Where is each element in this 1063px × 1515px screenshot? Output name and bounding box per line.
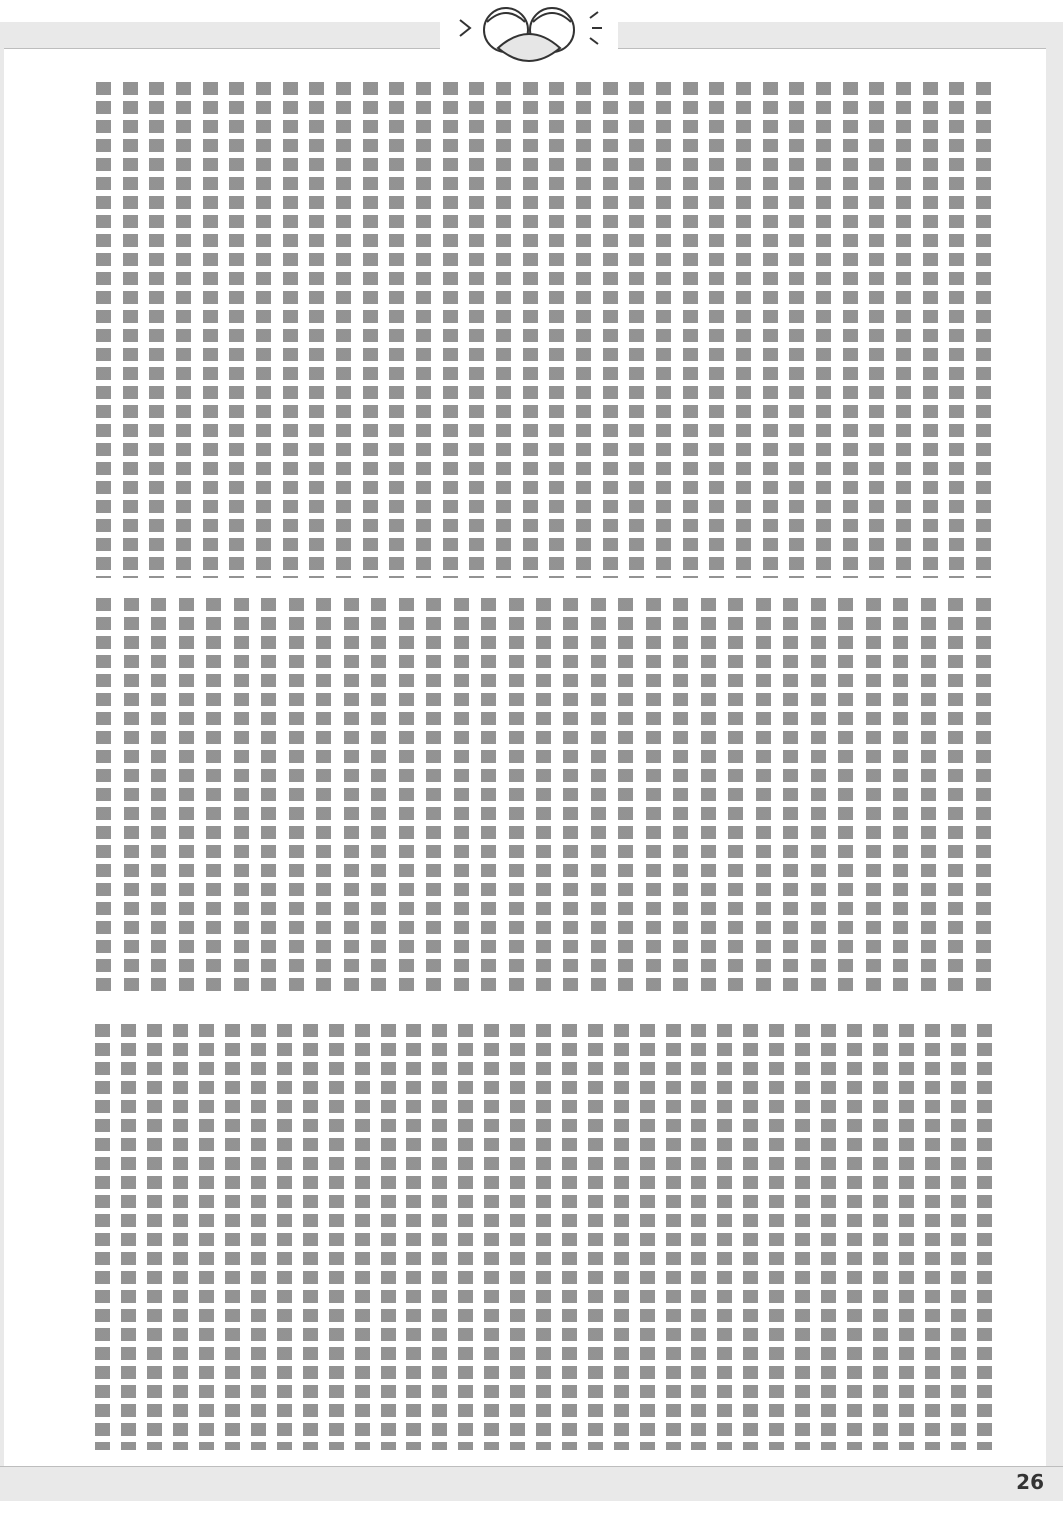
text-line-placeholder [234,598,249,994]
text-line-placeholder [149,82,164,578]
text-line-placeholder [656,82,671,578]
text-line-placeholder [206,598,221,994]
text-block-top [90,82,997,578]
text-line-placeholder [821,1024,836,1450]
text-line-placeholder [591,598,606,994]
text-line-placeholder [763,82,778,578]
text-line-placeholder [811,598,826,994]
text-line-placeholder [199,1024,214,1450]
text-line-placeholder [283,82,298,578]
text-line-placeholder [640,1024,655,1450]
text-line-placeholder [336,82,351,578]
text-line-placeholder [203,82,218,578]
text-line-placeholder [728,598,743,994]
text-line-placeholder [454,598,469,994]
text-line-placeholder [873,1024,888,1450]
text-line-placeholder [176,82,191,578]
text-line-placeholder [717,1024,732,1450]
text-line-placeholder [277,1024,292,1450]
text-line-placeholder [536,598,551,994]
text-line-placeholder [309,82,324,578]
two-heads-heart-icon [440,0,618,70]
text-line-placeholder [843,82,858,578]
text-line-placeholder [951,1024,966,1450]
text-line-placeholder [838,598,853,994]
text-line-placeholder [736,82,751,578]
text-line-placeholder [426,598,441,994]
text-line-placeholder [816,82,831,578]
text-block-bottom [90,1024,997,1450]
text-line-placeholder [124,598,139,994]
text-line-placeholder [289,598,304,994]
text-line-placeholder [896,82,911,578]
text-line-placeholder [363,82,378,578]
page-frame-left [0,22,4,1500]
text-line-placeholder [229,82,244,578]
text-line-placeholder [948,598,963,994]
text-line-placeholder [769,1024,784,1450]
text-line-placeholder [691,1024,706,1450]
text-line-placeholder [576,82,591,578]
text-line-placeholder [399,598,414,994]
text-line-placeholder [121,1024,136,1450]
text-line-placeholder [976,82,991,578]
text-line-placeholder [523,82,538,578]
text-line-placeholder [673,598,688,994]
text-line-placeholder [96,82,111,578]
text-line-placeholder [925,1024,940,1450]
page-number: 26 [1016,1470,1044,1494]
text-line-placeholder [510,1024,525,1450]
text-line-placeholder [96,598,111,994]
text-line-placeholder [381,1024,396,1450]
text-line-placeholder [416,82,431,578]
text-line-placeholder [709,82,724,578]
text-line-placeholder [536,1024,551,1450]
text-line-placeholder [866,598,881,994]
text-line-placeholder [789,82,804,578]
text-block-middle [90,598,997,994]
text-line-placeholder [899,1024,914,1450]
text-line-placeholder [123,82,138,578]
text-line-placeholder [316,598,331,994]
text-line-placeholder [406,1024,421,1450]
text-line-placeholder [795,1024,810,1450]
text-line-placeholder [923,82,938,578]
text-line-placeholder [481,598,496,994]
text-line-placeholder [562,1024,577,1450]
text-line-placeholder [151,598,166,994]
text-line-placeholder [869,82,884,578]
text-line-placeholder [95,1024,110,1450]
text-line-placeholder [256,82,271,578]
text-line-placeholder [443,82,458,578]
text-line-placeholder [977,1024,992,1450]
text-line-placeholder [646,598,661,994]
text-line-placeholder [701,598,716,994]
text-line-placeholder [588,1024,603,1450]
text-line-placeholder [847,1024,862,1450]
text-line-placeholder [629,82,644,578]
text-line-placeholder [179,598,194,994]
text-line-placeholder [614,1024,629,1450]
page-frame-bottom [0,1466,1063,1501]
text-line-placeholder [225,1024,240,1450]
text-line-placeholder [458,1024,473,1450]
text-line-placeholder [329,1024,344,1450]
text-line-placeholder [666,1024,681,1450]
text-line-placeholder [603,82,618,578]
text-line-placeholder [743,1024,758,1450]
text-line-placeholder [976,598,991,994]
text-line-placeholder [563,598,578,994]
text-line-placeholder [683,82,698,578]
text-line-placeholder [756,598,771,994]
text-line-placeholder [261,598,276,994]
text-line-placeholder [618,598,633,994]
text-line-placeholder [949,82,964,578]
text-line-placeholder [344,598,359,994]
text-line-placeholder [921,598,936,994]
text-line-placeholder [484,1024,499,1450]
text-line-placeholder [355,1024,370,1450]
text-line-placeholder [251,1024,266,1450]
page-frame-right [1046,22,1063,1500]
text-line-placeholder [509,598,524,994]
text-line-placeholder [389,82,404,578]
text-line-placeholder [893,598,908,994]
text-line-placeholder [371,598,386,994]
text-line-placeholder [549,82,564,578]
text-line-placeholder [147,1024,162,1450]
text-line-placeholder [469,82,484,578]
text-line-placeholder [173,1024,188,1450]
text-line-placeholder [303,1024,318,1450]
text-line-placeholder [432,1024,447,1450]
text-line-placeholder [783,598,798,994]
text-line-placeholder [496,82,511,578]
